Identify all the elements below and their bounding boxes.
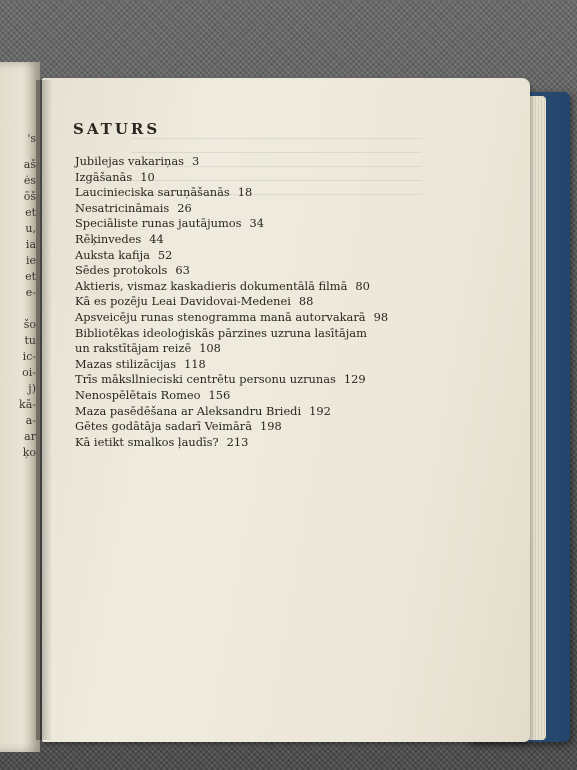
entry-title: Izgāšanās — [75, 169, 133, 184]
entry-page-number: 88 — [298, 294, 314, 309]
entry-title: Bibliotēkas ideoloģiskās pārzines uzruna lasītājam — [75, 325, 367, 340]
entry-title: Speciāliste runas jautājumos — [75, 216, 242, 231]
entry-page-number: 80 — [355, 278, 370, 293]
contents-entry — [75, 357, 475, 373]
left-page-text-fragment: ōš — [23, 190, 36, 203]
contents-entry — [75, 404, 475, 420]
contents-entry — [75, 201, 475, 217]
left-page-text-fragment: 's — [27, 132, 36, 145]
left-page-text-fragment: šo — [23, 318, 36, 331]
entry-title: Apsveicēju runas stenogramma manā autorvakarā — [75, 309, 366, 324]
left-page-text-fragment: ar — [24, 430, 36, 443]
entry-page-number: 198 — [260, 419, 282, 434]
left-page-text-fragment: u, — [25, 222, 36, 235]
left-page-text-fragment: kā- — [19, 398, 36, 411]
gutter-shadow — [36, 80, 52, 740]
left-page-text-fragment: ķo — [22, 446, 36, 459]
left-page — [0, 62, 40, 752]
left-page-text-fragment: et — [25, 270, 36, 283]
entry-page-number: 98 — [373, 309, 389, 324]
entry-title: Jubilejas vakariņas — [75, 154, 184, 168]
entry-title: Gētes godātāja sadarī Veimārā — [75, 419, 252, 434]
entry-title: Maza pasēdēšana ar Aleksandru Briedi — [75, 403, 302, 418]
left-page-text-fragment: oi- — [22, 366, 36, 379]
contents-heading: SATURS — [73, 120, 161, 138]
left-page-text-fragment: ia — [25, 238, 36, 251]
left-page-text-fragment: tu — [24, 334, 36, 347]
entry-title: Nesatricināmais — [75, 200, 170, 215]
entry-title: Rēķinvedes — [75, 231, 142, 246]
entry-title: Auksta kafija — [75, 247, 150, 262]
entry-page-number: 10 — [140, 169, 155, 184]
left-page-text-fragment: ės — [23, 174, 36, 187]
entry-page-number: 129 — [343, 372, 366, 387]
left-page-text-fragment: aš — [23, 158, 36, 171]
left-page-text-fragment: e- — [25, 286, 36, 299]
contents-entry — [75, 170, 475, 186]
contents-entry — [75, 154, 475, 170]
entry-title: Trīs māksllnieciski centrētu personu uzrunas — [75, 372, 336, 387]
entry-title: un rakstītājam reizē — [75, 341, 192, 356]
entry-page-number: 108 — [199, 341, 221, 356]
entry-page-number: 63 — [175, 263, 190, 278]
entry-title: Nenospēlētais Romeo — [75, 387, 201, 402]
contents-entry — [75, 232, 475, 248]
left-page-text-fragment: ie — [25, 254, 36, 267]
entry-title: Laucinieciska saruņāšanās — [75, 185, 230, 200]
entry-page-number: 26 — [177, 200, 192, 215]
contents-entry — [75, 216, 475, 232]
entry-page-number: 192 — [309, 403, 331, 418]
contents-entry — [75, 326, 475, 342]
entry-page-number: 34 — [249, 216, 264, 231]
contents-entry — [75, 372, 475, 388]
entry-page-number: 18 — [237, 185, 253, 200]
contents-entry — [75, 263, 475, 279]
contents-entry — [75, 310, 475, 326]
entry-title: Kā es pozēju Leai Davidovai-Medenei — [75, 294, 291, 309]
entry-page-number: 156 — [208, 387, 231, 402]
entry-page-number: 3 — [192, 154, 200, 168]
contents-entry — [75, 435, 475, 451]
entry-title: Kā ietikt smalkos ļaudīs? — [75, 434, 219, 449]
entry-title: Mazas stilizācijas — [75, 356, 177, 371]
contents-entry — [75, 248, 475, 264]
contents-entry — [75, 419, 475, 435]
contents-entry — [75, 388, 475, 404]
contents-entry — [75, 294, 475, 310]
entry-page-number: 118 — [184, 356, 206, 371]
left-page-text-fragment: a- — [25, 414, 36, 427]
left-page-text-fragment: ic- — [22, 350, 36, 363]
entry-page-number: 213 — [226, 434, 249, 449]
left-page-text-fragment: et — [25, 206, 36, 219]
entry-title: Aktieris, vismaz kaskadieris dokumentālā filmā — [75, 278, 348, 293]
left-page-text-fragment: j) — [28, 382, 36, 395]
contents-entry — [75, 341, 475, 357]
entry-title: Sēdes protokols — [75, 263, 168, 278]
entry-page-number: 44 — [149, 231, 164, 246]
contents-entry — [75, 279, 475, 295]
contents-entry — [75, 185, 475, 201]
entry-page-number: 52 — [157, 247, 173, 262]
contents-list — [75, 154, 475, 450]
